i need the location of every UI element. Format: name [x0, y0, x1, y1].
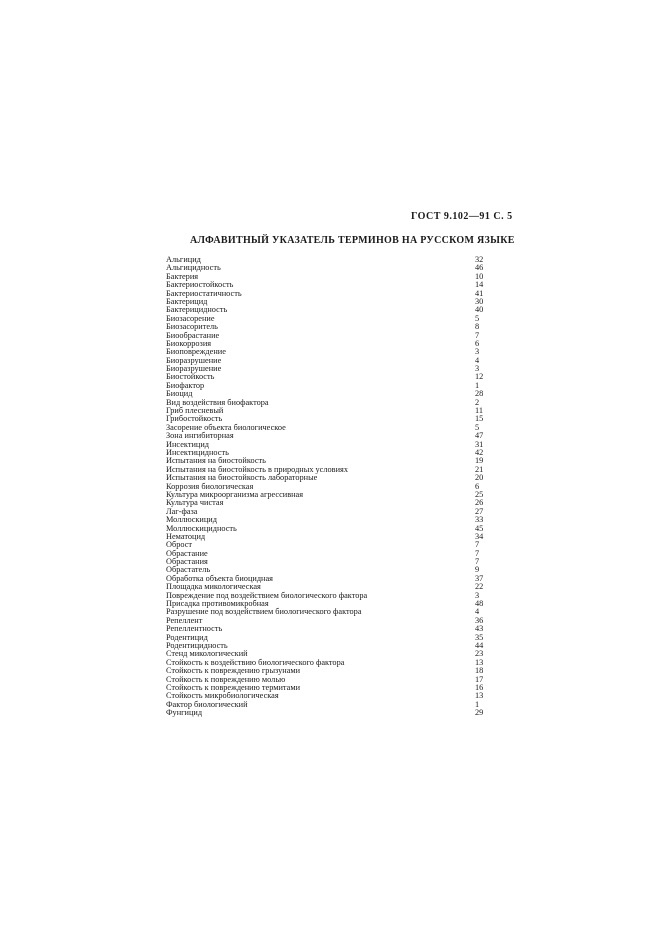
index-term: Альгицидность	[166, 263, 221, 273]
index-page-number: 8	[475, 322, 480, 332]
index-term: Испытания на биостойкость лабораторные	[166, 473, 318, 483]
index-entry	[166, 264, 491, 272]
index-term: Биоразрушение	[166, 355, 222, 365]
index-page-number: 13	[475, 657, 484, 667]
index-term: Зона ингибиторная	[166, 431, 234, 441]
index-page-number: 41	[475, 288, 484, 298]
index-term: Гриб плесневый	[166, 406, 224, 416]
index-page-number: 11	[475, 406, 483, 416]
index-term: Бактерия	[166, 271, 199, 281]
index-title: АЛФАВИТНЫЙ УКАЗАТЕЛЬ ТЕРМИНОВ НА РУССКОМ ЯЗЫКЕ	[190, 235, 515, 246]
index-page-number: 35	[475, 632, 484, 642]
index-page-number: 21	[475, 464, 484, 474]
index-entry	[166, 373, 491, 381]
index-term: Биоцид	[166, 389, 193, 399]
index-page-number: 22	[475, 582, 484, 592]
index-term: Биоразрушение	[166, 364, 222, 374]
index-page-number: 23	[475, 649, 484, 659]
index-term: Биостойкость	[166, 372, 215, 382]
index-entry	[166, 709, 491, 717]
index-page-number: 7	[475, 540, 480, 550]
index-term: Моллюскицид	[166, 515, 217, 525]
index-page-number: 17	[475, 674, 484, 684]
index-page-number: 10	[475, 271, 484, 281]
index-term: Родентицид	[166, 632, 208, 642]
index-page-number: 14	[475, 280, 484, 290]
index-page-number: 27	[475, 506, 484, 516]
index-term: Оброст	[166, 540, 193, 550]
index-term: Коррозия биологическая	[166, 481, 254, 491]
index-page-number: 36	[475, 615, 484, 625]
index-page-number: 29	[475, 708, 484, 718]
index-entry	[166, 432, 491, 440]
index-page-number: 48	[475, 599, 484, 609]
index-term: Культура чистая	[166, 498, 224, 508]
index-page-number: 7	[475, 330, 480, 340]
index-term: Альгицид	[166, 255, 201, 264]
index-page-number: 3	[475, 364, 480, 374]
index-entry	[166, 382, 491, 390]
index-term: Фунгицид	[166, 708, 203, 718]
index-term: Бактериостатичность	[166, 288, 242, 298]
index-entry	[166, 701, 491, 709]
index-entry	[166, 365, 491, 373]
index-page-number: 13	[475, 691, 484, 701]
index-page-number: 6	[475, 481, 480, 491]
index-term: Нематоцид	[166, 531, 206, 541]
index-term: Стенд микологический	[166, 649, 248, 659]
index-entry	[166, 332, 491, 340]
index-term: Засорение объекта биологическое	[166, 422, 286, 432]
index-page-number: 42	[475, 447, 484, 457]
index-page-number: 7	[475, 557, 480, 567]
index-entry	[166, 499, 491, 507]
index-term: Вид воздействия биофактора	[166, 397, 269, 407]
index-entry	[166, 625, 491, 633]
document-reference: ГОСТ 9.102—91 С. 5	[411, 211, 513, 222]
index-term: Биокоррозия	[166, 338, 212, 348]
index-page-number: 46	[475, 263, 484, 273]
index-term: Испытания на биостойкость	[166, 456, 266, 466]
index-term: Бактерицидность	[166, 305, 228, 315]
index-term: Обрастатель	[166, 565, 211, 575]
index-term: Обрастания	[166, 557, 208, 567]
index-page-number: 4	[475, 355, 480, 365]
index-page-number: 12	[475, 372, 484, 382]
index-term: Стойкость к повреждению грызунами	[166, 666, 301, 676]
index-entry	[166, 533, 491, 541]
index-term: Повреждение под воздействием биологического фактора	[166, 590, 368, 600]
index-page-number: 1	[475, 699, 480, 709]
index-page-number: 28	[475, 389, 484, 399]
index-term: Репеллент	[166, 615, 203, 625]
index-term: Бактерицид	[166, 296, 208, 306]
index-page-number: 3	[475, 590, 480, 600]
index-term: Стойкость к воздействию биологического фактора	[166, 657, 345, 667]
index-term: Стойкость микробиологическая	[166, 691, 279, 701]
index-term: Стойкость к повреждению молью	[166, 674, 286, 684]
index-page-number: 2	[475, 397, 480, 407]
index-page-number: 33	[475, 515, 484, 525]
index-page-number: 15	[475, 414, 484, 424]
index-page-number: 9	[475, 565, 480, 575]
index-term: Моллюскицидность	[166, 523, 237, 533]
index-page-number: 44	[475, 640, 484, 650]
index-page-number: 47	[475, 431, 484, 441]
index-page-number: 5	[475, 422, 480, 432]
index-page-number: 18	[475, 666, 484, 676]
index-entry	[166, 290, 491, 298]
index-term: Биообрастание	[166, 330, 220, 340]
index-term: Бактериостойкость	[166, 280, 234, 290]
index-entry	[166, 608, 491, 616]
index-term: Обрастание	[166, 548, 208, 558]
index-page-number: 30	[475, 296, 484, 306]
index-entry	[166, 541, 491, 549]
index-term: Репеллентность	[166, 624, 223, 634]
index-term: Грибостойкость	[166, 414, 223, 424]
index-page-number: 19	[475, 456, 484, 466]
index-entry	[166, 525, 491, 533]
index-term: Испытания на биостойкость в природных условиях	[166, 464, 348, 474]
index-term: Культура микроорганизма агрессивная	[166, 489, 304, 499]
index-page-number: 4	[475, 607, 480, 617]
index-page-number: 25	[475, 489, 484, 499]
index-page-number: 6	[475, 338, 480, 348]
index-term: Фактор биологический	[166, 699, 248, 709]
index-term: Биозасорение	[166, 313, 215, 323]
index-page-number: 1	[475, 380, 480, 390]
index-page-number: 5	[475, 313, 480, 323]
index-page-number: 26	[475, 498, 484, 508]
index-entry	[166, 558, 491, 566]
index-term: Биофактор	[166, 380, 205, 390]
index-page-number: 34	[475, 531, 484, 541]
term-index	[166, 256, 491, 717]
index-page-number: 31	[475, 439, 484, 449]
index-term: Родентицидность	[166, 640, 228, 650]
index-page-number: 40	[475, 305, 484, 315]
index-page-number: 43	[475, 624, 484, 634]
index-entry	[166, 550, 491, 558]
index-term: Присадка противомикробная	[166, 599, 269, 609]
index-term: Обработка объекта биоцидная	[166, 573, 273, 583]
index-term: Разрушение под воздействием биологического фактора	[166, 607, 362, 617]
index-term: Стойкость к повреждению термитами	[166, 682, 301, 692]
index-term: Биоповреждение	[166, 347, 226, 357]
index-page-number: 37	[475, 573, 484, 583]
index-term: Площадка микологическая	[166, 582, 261, 592]
index-term: Инсектицид	[166, 439, 209, 449]
index-page-number: 32	[475, 255, 484, 264]
index-page-number: 3	[475, 347, 480, 357]
index-page-number: 7	[475, 548, 480, 558]
index-page-number: 16	[475, 682, 484, 692]
index-term: Лаг-фаза	[166, 506, 198, 516]
index-page-number: 20	[475, 473, 484, 483]
index-term: Инсектицидность	[166, 447, 229, 457]
index-page-number: 45	[475, 523, 484, 533]
index-term: Биозасоритель	[166, 322, 218, 332]
